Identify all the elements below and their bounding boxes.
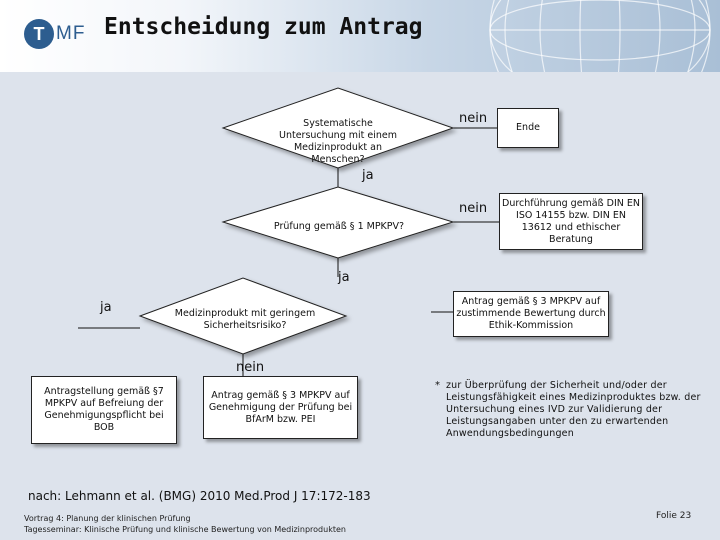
label-nein-1: nein [459,111,488,126]
box-ende: Ende [497,108,559,148]
logo-mark: T [24,19,54,49]
note-marker: * [435,380,440,391]
slide-number: Folie 23 [656,511,692,521]
box-genehmigung: Antrag gemäß § 3 MPKPV auf Genehmigung der Prüfung bei BfArM bzw. PEI [203,376,358,439]
box-din-en-iso: Durchführung gemäß DIN EN ISO 14155 bzw. DIN EN 13612 und ethischer Beratung [499,193,643,250]
decision-1-text: Systematische Untersuchung mit einem Medizinprodukt an Menschen? [279,118,397,165]
footer-line-1: Vortrag 4: Planung der klinischen Prüfung [24,514,191,523]
box-befreiung: Antragstellung gemäß §7 MPKPV auf Befreiung der Genehmigungspflicht bei BOB [31,376,177,444]
source-citation: nach: Lehmann et al. (BMG) 2010 Med.Prod J 17:172-183 [28,489,371,503]
decision-3-text: Medizinprodukt mit geringem Sicherheitsrisiko? [174,308,316,331]
decision-2-text: Prüfung gemäß § 1 MPKPV? [273,221,405,232]
footnote-text: zur Überprüfung der Sicherheit und/oder der Leistungsfähigkeit eines Medizinproduktes bzw. der Untersuchung eines IVD zur Validierung der Leistungsangaben unter den zu erwartenden Anwendungsbedingungen [446,380,701,439]
label-nein-2: nein [459,201,488,216]
label-nein-3: nein [236,360,265,375]
footer-line-2: Tagesseminar: Klinische Prüfung und klinische Bewertung von Medizinprodukten [24,525,346,534]
footer-info [24,513,346,535]
label-ja-1: ja [362,168,374,183]
slide-title: Entscheidung zum Antrag [104,14,423,40]
box-ethik-kommission: Antrag gemäß § 3 MPKPV auf zustimmende Bewertung durch Ethik-Kommission [453,291,609,337]
label-ja-2: ja [338,270,350,285]
logo-text: MF [56,23,86,44]
label-ja-3: ja [100,300,112,315]
